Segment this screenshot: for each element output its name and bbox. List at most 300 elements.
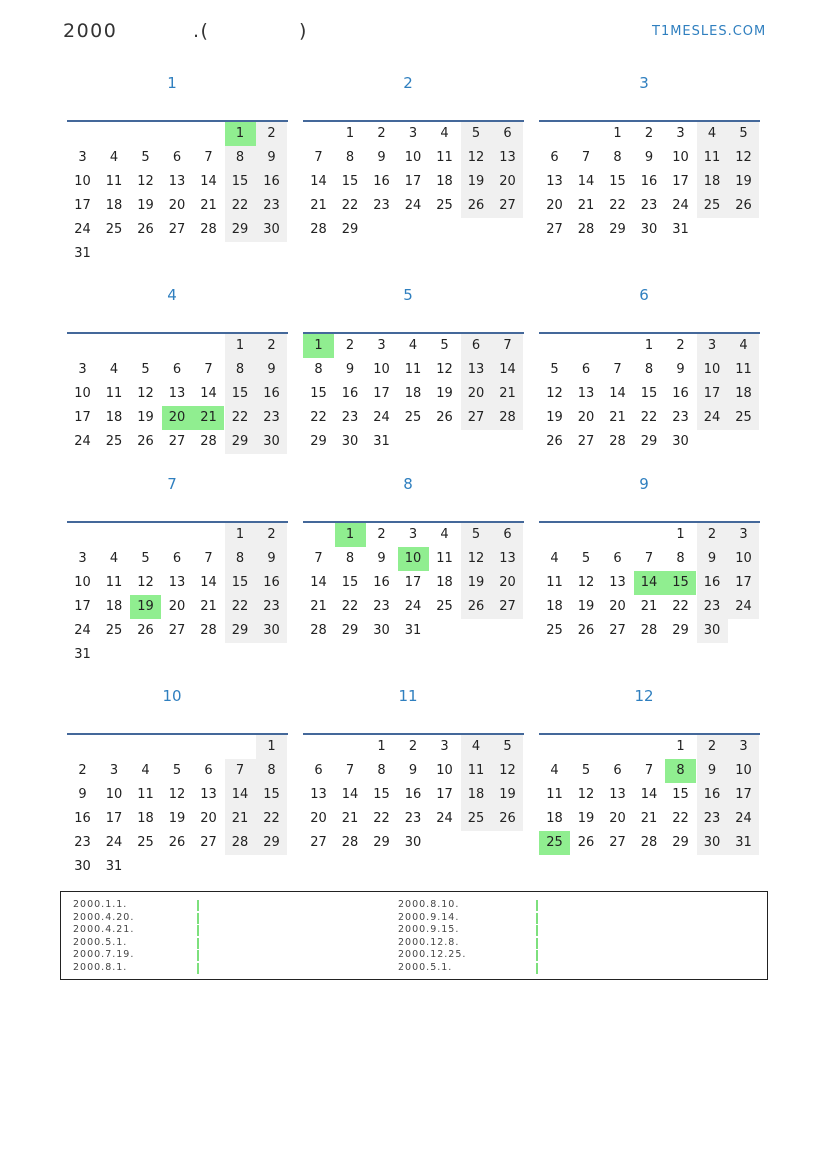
day-cell: 6 xyxy=(314,763,323,778)
day-cell: 27 xyxy=(168,434,186,449)
legend-date: 2000.12.8. xyxy=(398,936,460,948)
holiday-cell: 21 xyxy=(193,406,224,430)
day-cell: 8 xyxy=(377,763,386,778)
day-cell: 6 xyxy=(172,362,182,377)
day-cell: 21 xyxy=(200,198,217,213)
day-cell: 18 xyxy=(697,170,728,194)
holiday-cell: 15 xyxy=(665,571,696,595)
day-cell: 22 xyxy=(225,595,256,619)
day-cell: 19 xyxy=(137,198,154,213)
day-cell: 30 xyxy=(640,222,658,237)
day-cell: 11 xyxy=(105,174,123,189)
day-cell: 9 xyxy=(256,547,287,571)
day-cell: 13 xyxy=(609,787,626,802)
day-cell: 9 xyxy=(676,362,685,377)
day-cell: 13 xyxy=(609,575,626,590)
day-cell: 3 xyxy=(377,338,386,353)
day-cell: 3 xyxy=(440,739,449,754)
day-cell: 25 xyxy=(546,623,563,638)
day-cell: 28 xyxy=(200,623,217,638)
day-cell: 24 xyxy=(74,222,91,237)
month-title: 10 xyxy=(162,687,182,705)
day-cell: 12 xyxy=(461,547,492,571)
day-cell: 23 xyxy=(373,198,390,213)
legend-marker xyxy=(536,913,538,924)
day-cell: 25 xyxy=(404,410,422,425)
day-cell: 27 xyxy=(310,835,327,850)
day-cell: 13 xyxy=(168,575,186,590)
day-cell: 19 xyxy=(461,571,492,595)
day-cell: 17 xyxy=(74,599,91,614)
day-cell: 13 xyxy=(546,174,563,189)
day-cell: 8 xyxy=(676,551,685,566)
day-cell: 20 xyxy=(168,198,186,213)
day-cell: 18 xyxy=(546,811,563,826)
day-cell: 5 xyxy=(461,122,492,146)
day-cell: 15 xyxy=(341,575,359,590)
day-cell: 8 xyxy=(225,358,256,382)
day-cell: 22 xyxy=(225,406,256,430)
day-cell: 27 xyxy=(546,222,563,237)
legend-date: 2000.12.25. xyxy=(398,949,467,961)
day-cell: 29 xyxy=(256,831,287,855)
day-cell: 7 xyxy=(314,150,323,165)
day-cell: 1 xyxy=(676,527,685,542)
day-cell: 14 xyxy=(640,787,658,802)
day-cell: 27 xyxy=(168,222,186,237)
day-cell: 14 xyxy=(577,174,595,189)
day-cell: 13 xyxy=(461,358,492,382)
day-cell: 4 xyxy=(109,362,119,377)
day-cell: 12 xyxy=(436,362,453,377)
day-cell: 27 xyxy=(609,623,626,638)
day-cell: 12 xyxy=(137,575,154,590)
legend-item xyxy=(398,912,466,925)
legend-date: 2000.7.19. xyxy=(73,949,135,961)
month-title: 11 xyxy=(398,687,418,705)
day-cell: 19 xyxy=(137,410,154,425)
day-cell: 12 xyxy=(492,759,523,783)
day-cell: 17 xyxy=(728,571,759,595)
day-cell: 30 xyxy=(74,859,91,874)
day-cell: 31 xyxy=(672,222,689,237)
day-cell: 27 xyxy=(492,194,523,218)
day-cell: 16 xyxy=(256,571,287,595)
day-cell: 18 xyxy=(728,382,759,406)
legend-item xyxy=(398,924,466,937)
legend-marker xyxy=(536,963,538,974)
day-cell: 19 xyxy=(577,811,595,826)
legend-item xyxy=(398,962,466,975)
day-cell: 2 xyxy=(256,122,287,146)
holiday-legend xyxy=(60,891,768,980)
legend-item xyxy=(73,899,134,912)
day-cell: 25 xyxy=(105,434,123,449)
day-cell: 11 xyxy=(404,362,422,377)
day-cell: 15 xyxy=(373,787,390,802)
day-cell: 5 xyxy=(550,362,559,377)
day-cell: 5 xyxy=(172,763,182,778)
day-cell: 9 xyxy=(377,150,386,165)
day-cell: 7 xyxy=(225,759,256,783)
day-cell: 9 xyxy=(408,763,418,778)
day-cell: 20 xyxy=(461,382,492,406)
day-cell: 25 xyxy=(436,599,453,614)
day-cell: 14 xyxy=(310,174,327,189)
legend-marker xyxy=(536,925,538,936)
month-title: 3 xyxy=(639,74,649,92)
day-cell: 16 xyxy=(672,386,689,401)
day-cell: 28 xyxy=(225,831,256,855)
day-cell: 16 xyxy=(256,382,287,406)
day-cell: 23 xyxy=(697,595,728,619)
day-cell: 23 xyxy=(256,194,287,218)
day-cell: 2 xyxy=(644,126,654,141)
legend-date: 2000.8.10. xyxy=(398,899,460,910)
day-cell: 7 xyxy=(204,551,213,566)
day-cell: 13 xyxy=(492,146,523,170)
day-cell: 5 xyxy=(141,362,150,377)
day-cell: 14 xyxy=(492,358,523,382)
day-cell: 18 xyxy=(546,599,563,614)
day-cell: 3 xyxy=(728,523,759,547)
holiday-cell: 10 xyxy=(398,547,429,571)
day-cell: 22 xyxy=(225,194,256,218)
day-cell: 9 xyxy=(644,150,654,165)
day-cell: 8 xyxy=(613,150,622,165)
day-cell: 10 xyxy=(697,358,728,382)
day-cell: 12 xyxy=(577,575,595,590)
day-cell: 14 xyxy=(310,575,327,590)
day-cell: 15 xyxy=(672,787,689,802)
month-title: 7 xyxy=(167,475,177,493)
day-cell: 20 xyxy=(492,170,523,194)
day-cell: 29 xyxy=(225,430,256,454)
day-cell: 18 xyxy=(404,386,422,401)
day-cell: 14 xyxy=(609,386,626,401)
day-cell: 6 xyxy=(172,551,182,566)
day-cell: 23 xyxy=(74,835,91,850)
day-cell: 26 xyxy=(168,835,186,850)
day-cell: 8 xyxy=(256,759,287,783)
day-cell: 29 xyxy=(640,434,658,449)
day-cell: 9 xyxy=(377,551,386,566)
day-cell: 28 xyxy=(310,623,327,638)
day-cell: 15 xyxy=(225,382,256,406)
day-cell: 17 xyxy=(105,811,123,826)
day-cell: 2 xyxy=(377,527,386,542)
day-cell: 25 xyxy=(697,194,728,218)
day-cell: 20 xyxy=(609,599,626,614)
site-logo[interactable]: T1MESLES.COM xyxy=(652,24,767,39)
day-cell: 17 xyxy=(672,174,689,189)
legend-item xyxy=(398,937,466,950)
holiday-cell: 8 xyxy=(665,759,696,783)
day-cell: 12 xyxy=(728,146,759,170)
page-title xyxy=(63,20,308,42)
legend-column-left xyxy=(73,899,134,975)
day-cell: 12 xyxy=(137,174,154,189)
day-cell: 6 xyxy=(461,334,492,358)
day-cell: 15 xyxy=(609,174,626,189)
legend-marker xyxy=(197,900,199,911)
day-cell: 28 xyxy=(640,623,658,638)
day-cell: 20 xyxy=(577,410,595,425)
day-cell: 21 xyxy=(609,410,626,425)
day-cell: 13 xyxy=(168,386,186,401)
day-cell: 18 xyxy=(436,174,453,189)
day-cell: 20 xyxy=(310,811,327,826)
day-cell: 29 xyxy=(225,218,256,242)
day-cell: 14 xyxy=(225,783,256,807)
day-cell: 9 xyxy=(697,759,728,783)
day-cell: 31 xyxy=(373,434,390,449)
day-cell: 17 xyxy=(697,382,728,406)
day-cell: 19 xyxy=(728,170,759,194)
day-cell: 16 xyxy=(373,575,390,590)
day-cell: 1 xyxy=(225,334,256,358)
day-cell: 23 xyxy=(341,410,359,425)
day-cell: 24 xyxy=(672,198,689,213)
day-cell: 9 xyxy=(345,362,355,377)
day-cell: 5 xyxy=(141,551,150,566)
legend-date: 2000.1.1. xyxy=(73,899,128,910)
legend-date: 2000.9.14. xyxy=(398,911,460,923)
day-cell: 3 xyxy=(408,527,418,542)
legend-item xyxy=(398,899,466,912)
day-cell: 22 xyxy=(672,599,689,614)
day-cell: 16 xyxy=(373,174,390,189)
day-cell: 26 xyxy=(577,835,595,850)
day-cell: 26 xyxy=(577,623,595,638)
day-cell: 29 xyxy=(341,222,359,237)
day-cell: 11 xyxy=(697,146,728,170)
day-cell: 24 xyxy=(728,807,759,831)
day-cell: 7 xyxy=(644,763,654,778)
day-cell: 21 xyxy=(492,382,523,406)
day-cell: 22 xyxy=(256,807,287,831)
day-cell: 23 xyxy=(404,811,422,826)
day-cell: 17 xyxy=(74,198,91,213)
day-cell: 21 xyxy=(640,811,658,826)
day-cell: 1 xyxy=(644,338,654,353)
day-cell: 23 xyxy=(256,595,287,619)
day-cell: 1 xyxy=(225,523,256,547)
day-cell: 21 xyxy=(577,198,595,213)
day-cell: 12 xyxy=(461,146,492,170)
day-cell: 13 xyxy=(200,787,217,802)
day-cell: 29 xyxy=(341,623,359,638)
day-cell: 5 xyxy=(492,735,523,759)
day-cell: 4 xyxy=(141,763,150,778)
day-cell: 5 xyxy=(440,338,449,353)
day-cell: 3 xyxy=(408,126,418,141)
day-cell: 8 xyxy=(225,547,256,571)
day-cell: 29 xyxy=(310,434,327,449)
day-cell: 6 xyxy=(492,523,523,547)
day-cell: 3 xyxy=(109,763,119,778)
month-title: 4 xyxy=(167,286,177,304)
day-cell: 19 xyxy=(577,599,595,614)
day-cell: 21 xyxy=(341,811,359,826)
day-cell: 2 xyxy=(697,735,728,759)
day-cell: 11 xyxy=(461,759,492,783)
day-cell: 27 xyxy=(492,595,523,619)
day-cell: 20 xyxy=(609,811,626,826)
day-cell: 23 xyxy=(697,807,728,831)
day-cell: 4 xyxy=(461,735,492,759)
day-cell: 27 xyxy=(609,835,626,850)
day-cell: 8 xyxy=(225,146,256,170)
day-cell: 8 xyxy=(314,362,323,377)
day-cell: 14 xyxy=(200,575,217,590)
holiday-cell: 25 xyxy=(539,831,570,855)
day-cell: 24 xyxy=(404,599,422,614)
day-cell: 10 xyxy=(74,386,91,401)
day-cell: 11 xyxy=(546,787,563,802)
day-cell: 27 xyxy=(461,406,492,430)
holiday-cell: 20 xyxy=(162,406,193,430)
day-cell: 11 xyxy=(436,150,453,165)
day-cell: 3 xyxy=(78,150,87,165)
day-cell: 2 xyxy=(256,334,287,358)
day-cell: 9 xyxy=(697,547,728,571)
day-cell: 20 xyxy=(492,571,523,595)
day-cell: 30 xyxy=(672,434,689,449)
day-cell: 22 xyxy=(310,410,327,425)
day-cell: 28 xyxy=(640,835,658,850)
day-cell: 23 xyxy=(373,599,390,614)
day-cell: 25 xyxy=(461,807,492,831)
day-cell: 4 xyxy=(440,527,449,542)
day-cell: 7 xyxy=(581,150,591,165)
holiday-cell: 1 xyxy=(303,334,334,358)
day-cell: 21 xyxy=(200,599,217,614)
day-cell: 5 xyxy=(141,150,150,165)
day-cell: 12 xyxy=(546,386,563,401)
day-cell: 10 xyxy=(672,150,689,165)
day-cell: 10 xyxy=(404,150,422,165)
day-cell: 30 xyxy=(341,434,359,449)
day-cell: 1 xyxy=(345,126,355,141)
day-cell: 2 xyxy=(256,523,287,547)
day-cell: 28 xyxy=(577,222,595,237)
day-cell: 28 xyxy=(200,434,217,449)
day-cell: 19 xyxy=(546,410,563,425)
day-cell: 12 xyxy=(168,787,186,802)
day-cell: 21 xyxy=(225,807,256,831)
legend-marker xyxy=(536,938,538,949)
day-cell: 11 xyxy=(546,575,563,590)
day-cell: 26 xyxy=(461,194,492,218)
day-cell: 11 xyxy=(728,358,759,382)
day-cell: 17 xyxy=(373,386,390,401)
day-cell: 1 xyxy=(377,739,386,754)
day-cell: 24 xyxy=(697,406,728,430)
day-cell: 3 xyxy=(78,362,87,377)
day-cell: 7 xyxy=(314,551,323,566)
day-cell: 28 xyxy=(341,835,359,850)
day-cell: 10 xyxy=(74,575,91,590)
day-cell: 29 xyxy=(373,835,390,850)
day-cell: 24 xyxy=(105,835,123,850)
day-cell: 6 xyxy=(613,551,622,566)
legend-marker xyxy=(197,938,199,949)
day-cell: 14 xyxy=(200,174,217,189)
day-cell: 17 xyxy=(74,410,91,425)
day-cell: 27 xyxy=(168,623,186,638)
legend-marker xyxy=(197,950,199,961)
day-cell: 26 xyxy=(492,807,523,831)
day-cell: 13 xyxy=(168,174,186,189)
day-cell: 17 xyxy=(404,174,422,189)
day-cell: 2 xyxy=(377,126,386,141)
day-cell: 10 xyxy=(74,174,91,189)
day-cell: 31 xyxy=(74,647,91,662)
day-cell: 10 xyxy=(373,362,390,377)
day-cell: 11 xyxy=(105,386,123,401)
day-cell: 22 xyxy=(373,811,390,826)
day-cell: 13 xyxy=(310,787,327,802)
legend-marker xyxy=(536,900,538,911)
month-title: 1 xyxy=(167,74,177,92)
day-cell: 27 xyxy=(577,434,595,449)
day-cell: 21 xyxy=(310,198,327,213)
day-cell: 14 xyxy=(341,787,359,802)
day-cell: 1 xyxy=(613,126,622,141)
holiday-cell: 19 xyxy=(130,595,161,619)
day-cell: 4 xyxy=(550,763,559,778)
day-cell: 18 xyxy=(105,599,123,614)
legend-date: 2000.8.1. xyxy=(73,961,128,973)
day-cell: 31 xyxy=(404,623,422,638)
day-cell: 26 xyxy=(461,595,492,619)
day-cell: 24 xyxy=(74,623,91,638)
day-cell: 5 xyxy=(461,523,492,547)
day-cell: 10 xyxy=(105,787,123,802)
legend-item xyxy=(73,912,134,925)
day-cell: 30 xyxy=(256,430,287,454)
day-cell: 15 xyxy=(640,386,658,401)
day-cell: 30 xyxy=(697,831,728,855)
day-cell: 22 xyxy=(609,198,626,213)
day-cell: 5 xyxy=(581,763,591,778)
day-cell: 3 xyxy=(697,334,728,358)
day-cell: 20 xyxy=(200,811,217,826)
day-cell: 30 xyxy=(697,619,728,643)
day-cell: 21 xyxy=(310,599,327,614)
day-cell: 7 xyxy=(345,763,355,778)
month-title: 5 xyxy=(403,286,413,304)
day-cell: 11 xyxy=(436,551,453,566)
day-cell: 26 xyxy=(137,623,154,638)
day-cell: 8 xyxy=(644,362,654,377)
day-cell: 31 xyxy=(728,831,759,855)
day-cell: 20 xyxy=(546,198,563,213)
month-title: 9 xyxy=(639,475,649,493)
day-cell: 15 xyxy=(310,386,327,401)
day-cell: 10 xyxy=(728,547,759,571)
title-open-paren: .( xyxy=(193,20,210,42)
day-cell: 7 xyxy=(204,150,213,165)
day-cell: 30 xyxy=(256,218,287,242)
legend-item xyxy=(73,962,134,975)
day-cell: 22 xyxy=(341,198,359,213)
day-cell: 7 xyxy=(644,551,654,566)
day-cell: 18 xyxy=(461,783,492,807)
legend-date: 2000.4.20. xyxy=(73,911,135,923)
day-cell: 29 xyxy=(672,623,689,638)
